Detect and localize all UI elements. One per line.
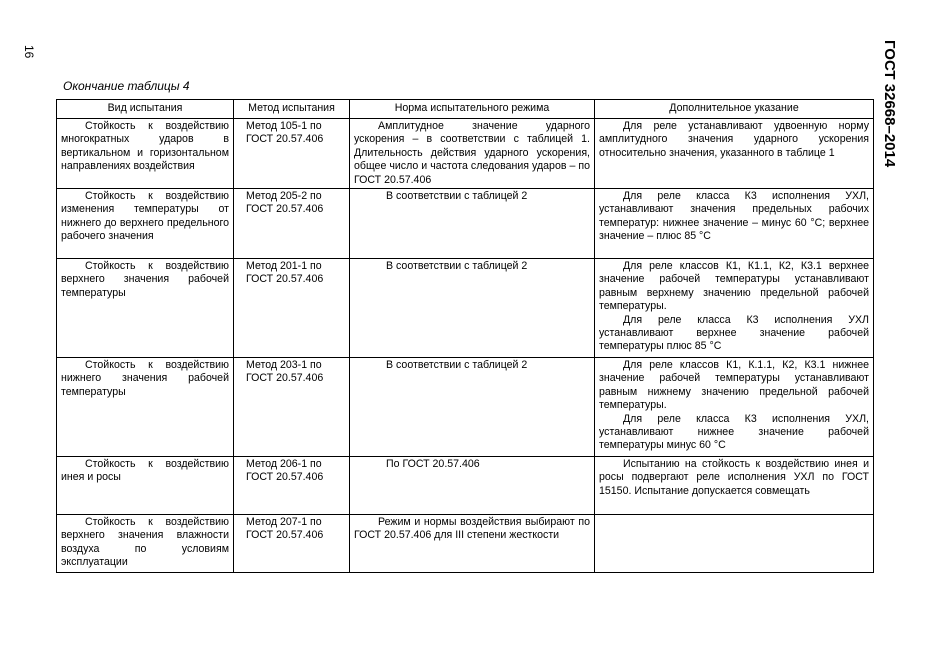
cell-note — [595, 515, 874, 573]
cell-test: Стойкость к воздействию инея и росы — [57, 457, 234, 515]
cell-norm: В соответствии с таблицей 2 — [350, 189, 595, 259]
cell-test: Стойкость к воздействию многократных ударов в вертикальном и горизонтальном направлениях воздействия — [57, 119, 234, 189]
header-test-norm: Норма испытательного режима — [350, 100, 595, 119]
cell-note: Для реле классов К1, К1.1, К2, К3.1 верхнее значение рабочей температуры устанавливают равным верхнему значению предельной рабочей температуры. Для реле класса К3 исполнения УХЛ устанавливают верхнее значение рабочей температуры плюс 85 °С — [595, 259, 874, 358]
cell-method: Метод 105-1 по ГОСТ 20.57.406 — [234, 119, 350, 189]
cell-norm: В соответствии с таблицей 2 — [350, 259, 595, 358]
cell-note: Испытанию на стойкость к воздействию инея и росы подвергают реле исполнения УХЛ по ГОСТ 15150. Испытание допускается совмещать — [595, 457, 874, 515]
header-additional-note: Дополнительное указание — [595, 100, 874, 119]
cell-test: Стойкость к воздействию изменения температуры от нижнего до верхнего предельного рабочего значения — [57, 189, 234, 259]
table-row — [57, 259, 874, 358]
cell-note: Для реле класса К3 исполнения УХЛ, устанавливают значения предельных рабочих температур: нижнее значение – минус 60 °С; верхнее значение – плюс 85 °С — [595, 189, 874, 259]
cell-method: Метод 201-1 по ГОСТ 20.57.406 — [234, 259, 350, 358]
cell-norm: Режим и нормы воздействия выбирают по ГОСТ 20.57.406 для III степени жесткости — [350, 515, 595, 573]
cell-norm: По ГОСТ 20.57.406 — [350, 457, 595, 515]
table-row — [57, 457, 874, 515]
cell-method: Метод 207-1 по ГОСТ 20.57.406 — [234, 515, 350, 573]
header-test-type: Вид испытания — [57, 100, 234, 119]
test-table — [56, 99, 874, 573]
header-test-method: Метод испытания — [234, 100, 350, 119]
table-row — [57, 119, 874, 189]
cell-test: Стойкость к воздействию верхнего значения влажности воздуха по условиям эксплуатации — [57, 515, 234, 573]
table-row — [57, 189, 874, 259]
table-row — [57, 358, 874, 457]
cell-norm: В соответствии с таблицей 2 — [350, 358, 595, 457]
page-number: 16 — [22, 45, 36, 59]
cell-method: Метод 206-1 по ГОСТ 20.57.406 — [234, 457, 350, 515]
cell-method: Метод 205-2 по ГОСТ 20.57.406 — [234, 189, 350, 259]
cell-norm: Амплитудное значение ударного ускорения – в соответствии с таблицей 1. Длительность действия ударного ускорения, общее число и частота следования ударов – по ГОСТ 20.57.406 — [350, 119, 595, 189]
cell-note: Для реле устанавливают удвоенную норму амплитудного значения ударного ускорения относительно значения, указанного в таблице 1 — [595, 119, 874, 189]
table-row — [57, 515, 874, 573]
table-caption: Окончание таблицы 4 — [63, 79, 190, 93]
cell-test: Стойкость к воздействию нижнего значения рабочей температуры — [57, 358, 234, 457]
cell-note: Для реле классов К1, К.1.1, К2, К3.1 нижнее значение рабочей температуры устанавливают равным нижнему значению предельной рабочей температуры. Для реле класса К3 исполнения УХЛ, устанавливают нижнее значение рабочей температуры минус 60 °С — [595, 358, 874, 457]
cell-test: Стойкость к воздействию верхнего значения рабочей температуры — [57, 259, 234, 358]
table-header-row — [57, 100, 874, 119]
cell-method: Метод 203-1 по ГОСТ 20.57.406 — [234, 358, 350, 457]
document-id: ГОСТ 32668–2014 — [881, 40, 898, 168]
